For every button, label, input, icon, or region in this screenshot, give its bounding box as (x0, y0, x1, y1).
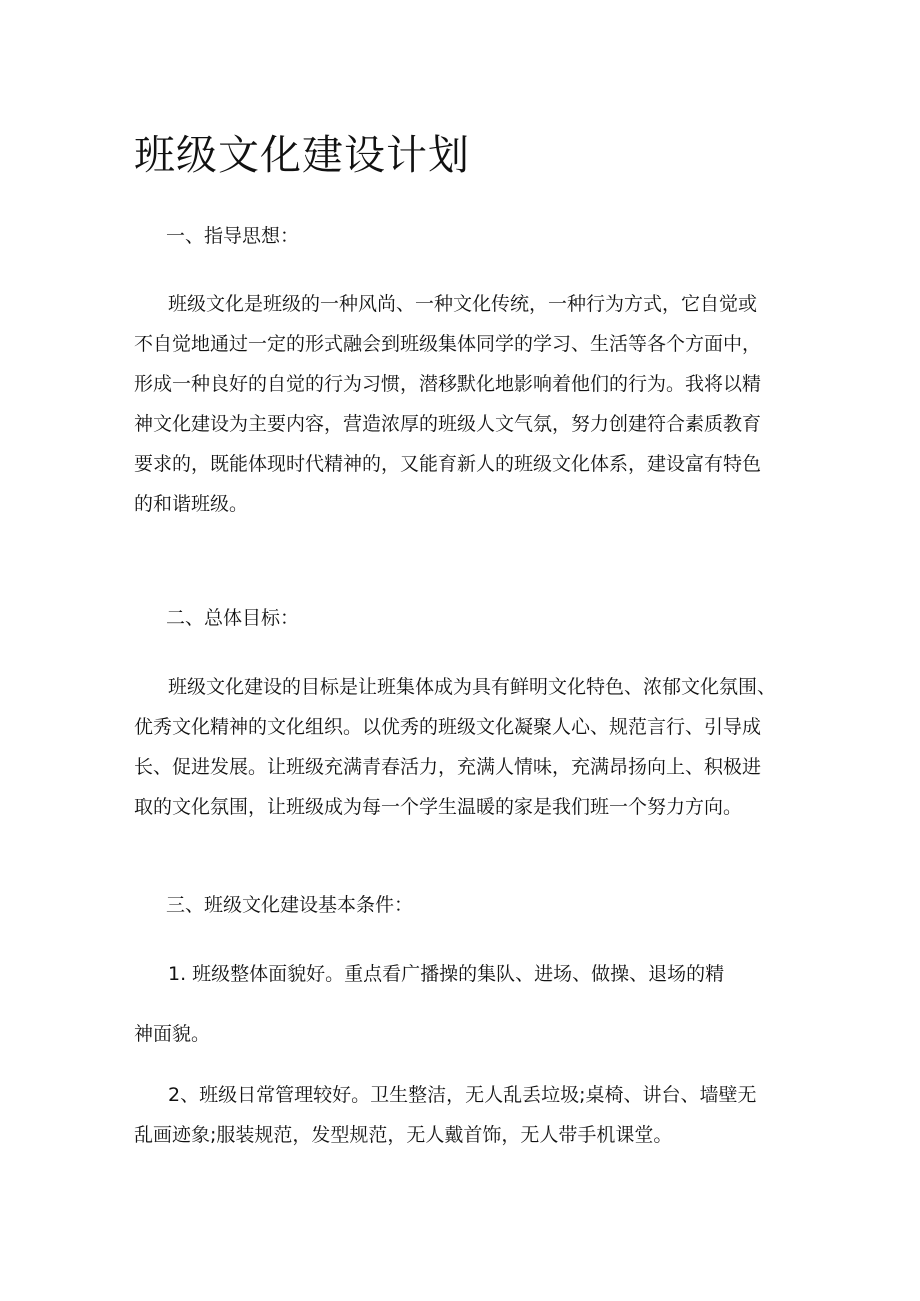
list-item-line: 1. 班级整体面貌好。重点看广播操的集队、进场、做操、退场的精 (168, 963, 725, 985)
paragraph-line: 的和谐班级。 (134, 493, 249, 515)
condition-item-1 (134, 954, 794, 1054)
section-paragraph-guiding-ideology (134, 284, 794, 524)
list-item-line: 神面貌。 (134, 1023, 211, 1045)
paragraph-line: 不自觉地通过一定的形式融会到班级集体同学的学习、生活等各个方面中， (134, 333, 762, 355)
section-heading-guiding-ideology: 一、指导思想： (166, 225, 300, 247)
paragraph-line: 要求的，既能体现时代精神的，又能育新人的班级文化体系，建设富有特色 (134, 453, 762, 475)
condition-item-2 (134, 1075, 794, 1155)
paragraph-line: 班级文化是班级的一种风尚、一种文化传统，一种行为方式，它自觉或 (168, 293, 758, 315)
section-heading-overall-goal: 二、总体目标： (166, 607, 300, 629)
paragraph-line: 长、促进发展。让班级充满青春活力，充满人情味，充满昂扬向上、积极进 (134, 756, 762, 778)
paragraph-line: 神文化建设为主要内容，营造浓厚的班级人文气氛，努力创建符合素质教育 (134, 413, 762, 435)
paragraph-line: 形成一种良好的自觉的行为习惯，潜移默化地影响着他们的行为。我将以精 (134, 373, 762, 395)
section-heading-basic-conditions: 三、班级文化建设基本条件： (166, 894, 414, 916)
paragraph-line: 取的文化氛围，让班级成为每一个学生温暖的家是我们班一个努力方向。 (134, 796, 743, 818)
list-item-line: 2、班级日常管理较好。卫生整洁，无人乱丢垃圾;桌椅、讲台、墙壁无 (168, 1084, 757, 1106)
section-paragraph-overall-goal (134, 667, 794, 827)
paragraph-line: 班级文化建设的目标是让班集体成为具有鲜明文化特色、浓郁文化氛围、 (168, 676, 777, 698)
paragraph-line: 优秀文化精神的文化组织。以优秀的班级文化凝聚人心、规范言行、引导成 (134, 716, 762, 738)
document-title: 班级文化建设计划 (134, 131, 470, 179)
list-item-line: 乱画迹象;服装规范，发型规范，无人戴首饰，无人带手机课堂。 (134, 1124, 673, 1146)
